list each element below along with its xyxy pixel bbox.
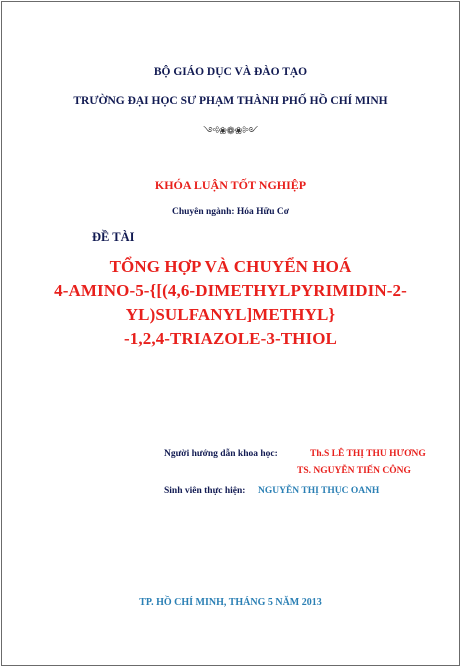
major-line: Chuyên ngành: Hóa Hữu Cơ [171,207,290,217]
supervisor-name-1: Th.S LÊ THỊ THU HƯƠNG [310,449,426,459]
topic-heading: ĐỀ TÀI [92,230,135,244]
student-label: Sinh viên thực hiện: [164,486,246,496]
title-line-2: 4-AMINO-5-{[(4,6-DIMETHYLPYRIMIDIN-2- [54,281,407,300]
university-name: TRƯỜNG ĐẠI HỌC SƯ PHẠM THÀNH PHỐ HỒ CHÍ MINH [73,95,388,107]
title-line-3: YL)SULFANYL]METHYL} [125,305,336,324]
student-name: NGUYỄN THỊ THỤC OANH [258,486,380,496]
title-line-4: -1,2,4-TRIAZOLE-3-THIOL [124,329,337,348]
supervisor-label: Người hướng dẫn khoa học: [164,449,278,459]
title-line-1: TỔNG HỢP VÀ CHUYỂN HOÁ [109,257,352,276]
supervisor-name-2: TS. NGUYỄN TIẾN CÔNG [297,466,411,476]
ornament-divider-icon: ༺❀❁❀༻ [203,126,258,137]
thesis-type: KHÓA LUẬN TỐT NGHIỆP [154,178,307,192]
ministry-name: BỘ GIÁO DỤC VÀ ĐÀO TẠO [153,66,308,78]
place-date: TP. HỒ CHÍ MINH, THÁNG 5 NĂM 2013 [139,597,322,608]
